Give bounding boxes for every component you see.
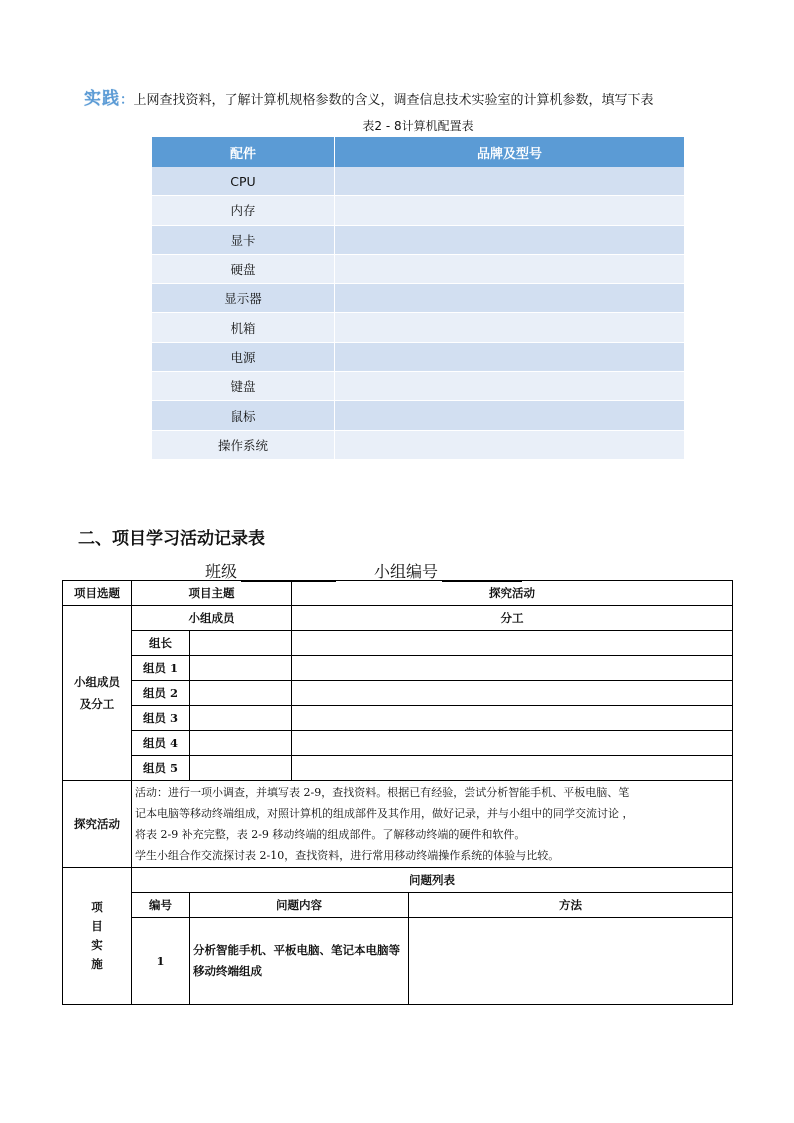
part-cell: 显卡: [152, 225, 335, 254]
member-role: 组长: [132, 631, 190, 656]
part-cell: CPU: [152, 167, 335, 196]
class-group-line: [205, 559, 522, 582]
member-role: 组员 1: [132, 656, 190, 681]
division-header: 分工: [292, 606, 733, 631]
col-method-header: 方法: [409, 893, 733, 918]
division-cell[interactable]: [292, 756, 733, 781]
member-name-cell[interactable]: [190, 681, 292, 706]
activity-line: 活动：进行一项小调查，并填写表 2-9，查找资料。根据已有经验，尝试分析智能手机、平板电脑、笔: [135, 786, 630, 799]
section-heading: 二、项目学习活动记录表: [78, 529, 265, 549]
table-row: [63, 606, 733, 631]
activity-line: 记本电脑等移动终端组成，对照计算机的组成部件及其作用，做好记录，并与小组中的同学交流讨论 ，: [135, 807, 634, 820]
theme-label: 项目主题: [132, 581, 292, 606]
division-cell[interactable]: [292, 706, 733, 731]
part-cell: 硬盘: [152, 254, 335, 283]
implement-char: 目: [91, 919, 103, 933]
practice-intro: [84, 84, 784, 109]
activity-description: [132, 781, 733, 868]
col-no-header: 编号: [132, 893, 190, 918]
table-row: [152, 342, 684, 371]
implement-char: 项: [91, 900, 103, 914]
col-content-header: 问题内容: [190, 893, 409, 918]
class-label: 班级: [205, 562, 238, 581]
explore-label: 探究活动: [292, 581, 733, 606]
member-role: 组员 4: [132, 731, 190, 756]
part-cell: 显示器: [152, 284, 335, 313]
table-row: [152, 254, 684, 283]
table-row: [152, 313, 684, 342]
caption-text: 表2 - 8计算机配置表: [362, 119, 474, 133]
problem-no: 1: [132, 918, 190, 1005]
division-cell[interactable]: [292, 731, 733, 756]
table-row: [63, 918, 733, 1005]
part-cell: 鼠标: [152, 401, 335, 430]
table-row: [152, 372, 684, 401]
member-name-cell[interactable]: [190, 756, 292, 781]
practice-colon: ：: [120, 92, 134, 108]
model-cell[interactable]: [335, 254, 685, 283]
implement-char: 实: [91, 938, 103, 952]
implement-label: [63, 868, 132, 1005]
implement-char: 施: [91, 957, 103, 971]
part-cell: 内存: [152, 196, 335, 225]
table-row: [152, 196, 684, 225]
problem-content: 分析智能手机、平板电脑、笔记本电脑等移动终端组成: [190, 918, 409, 1005]
model-cell[interactable]: [335, 372, 685, 401]
model-cell[interactable]: [335, 401, 685, 430]
member-name-cell[interactable]: [190, 706, 292, 731]
part-cell: 电源: [152, 342, 335, 371]
table-row: [152, 167, 684, 196]
member-role: 组员 3: [132, 706, 190, 731]
model-cell[interactable]: [335, 342, 685, 371]
member-name-cell[interactable]: [190, 631, 292, 656]
model-cell[interactable]: [335, 430, 685, 459]
model-cell[interactable]: [335, 313, 685, 342]
model-cell[interactable]: [335, 167, 685, 196]
topic-label: 项目选题: [63, 581, 132, 606]
table-row: [63, 706, 733, 731]
table-row: [152, 430, 684, 459]
division-cell[interactable]: [292, 631, 733, 656]
activity-record-table: [62, 580, 733, 1005]
config-table-caption: [152, 117, 684, 134]
practice-label: 实践: [84, 89, 120, 109]
header-part: 配件: [152, 137, 335, 167]
table-row: [152, 225, 684, 254]
table-row: [63, 631, 733, 656]
members-label: [63, 606, 132, 781]
table-row: [63, 581, 733, 606]
inquiry-label: 探究活动: [63, 781, 132, 868]
table-row: [63, 681, 733, 706]
table-row: [63, 868, 733, 893]
practice-text: 上网查找资料，了解计算机规格参数的含义，调查信息技术实验室的计算机参数，填写下表: [133, 93, 654, 108]
member-role: 组员 2: [132, 681, 190, 706]
problem-list-header: 问题列表: [132, 868, 733, 893]
part-cell: 操作系统: [152, 430, 335, 459]
member-name-cell[interactable]: [190, 656, 292, 681]
members-label-text: 小组成员及分工: [74, 675, 120, 711]
problem-method[interactable]: [409, 918, 733, 1005]
table-row: [63, 893, 733, 918]
table-row: [152, 401, 684, 430]
part-cell: 机箱: [152, 313, 335, 342]
header-model: 品牌及型号: [335, 137, 685, 167]
computer-config-table: [152, 137, 684, 460]
model-cell[interactable]: [335, 196, 685, 225]
members-header: 小组成员: [132, 606, 292, 631]
table-row: [63, 656, 733, 681]
table-row: [152, 284, 684, 313]
member-name-cell[interactable]: [190, 731, 292, 756]
table-row: [63, 756, 733, 781]
activity-line: 将表 2-9 补充完整，表 2-9 移动终端的组成部件。了解移动终端的硬件和软件。: [135, 828, 526, 841]
part-cell: 键盘: [152, 372, 335, 401]
table-row: [63, 781, 733, 868]
member-role: 组员 5: [132, 756, 190, 781]
division-cell[interactable]: [292, 681, 733, 706]
group-label: 小组编号: [374, 562, 439, 581]
division-cell[interactable]: [292, 656, 733, 681]
model-cell[interactable]: [335, 284, 685, 313]
table-row: [63, 731, 733, 756]
activity-line: 学生小组合作交流探讨表 2-10，查找资料，进行常用移动终端操作系统的体验与比较。: [135, 849, 560, 862]
model-cell[interactable]: [335, 225, 685, 254]
